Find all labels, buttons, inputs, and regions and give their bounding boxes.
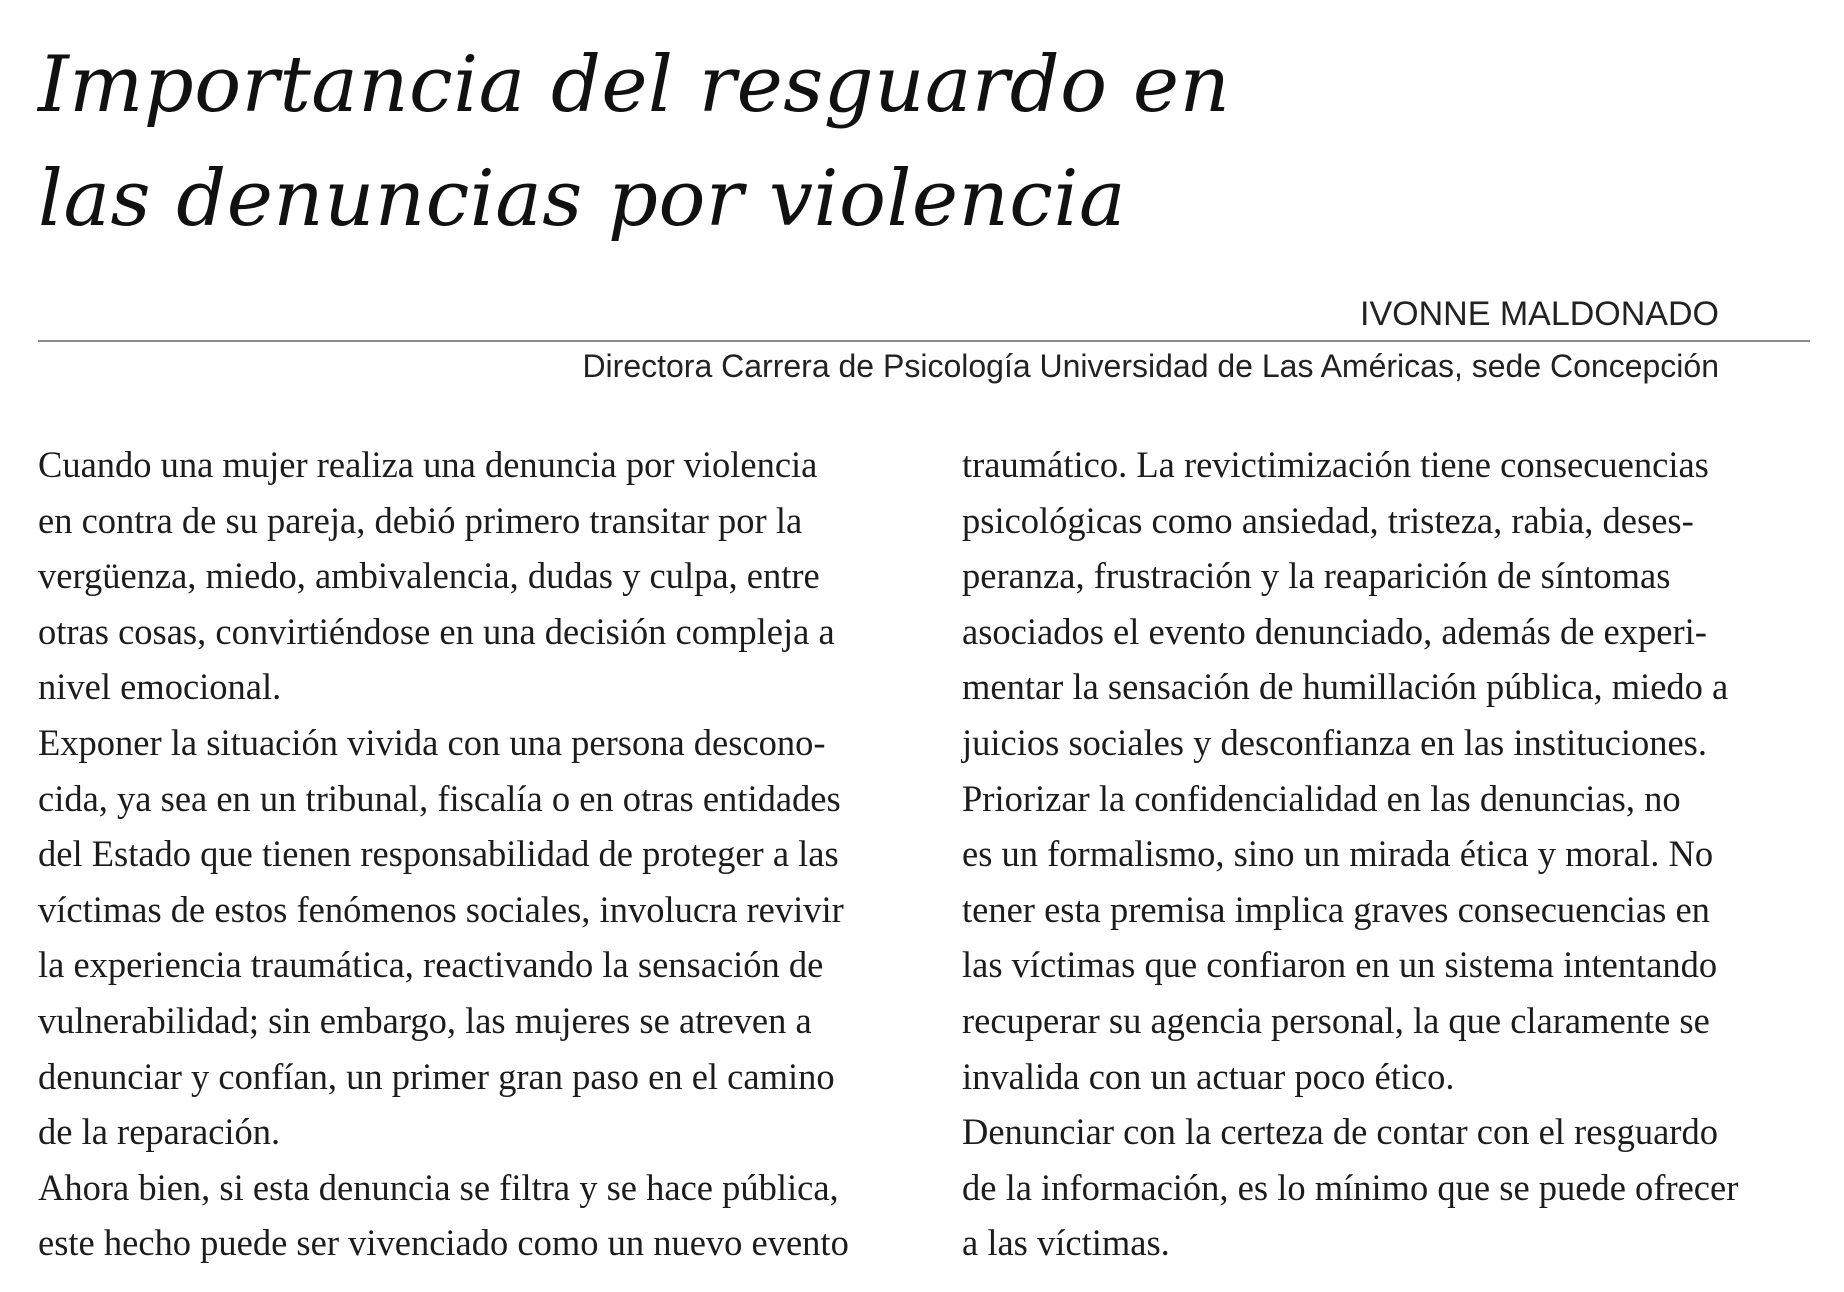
body-line: Ahora bien, si esta denuncia se filtra y se hace pública,	[38, 1166, 839, 1208]
body-line: psicológicas como ansiedad, tristeza, rabia, deses-	[962, 499, 1694, 541]
body-line: en contra de su pareja, debió primero transitar por la	[38, 499, 803, 541]
body-line: Exponer la situación vivida con una persona descono-	[38, 721, 826, 763]
body-line: denunciar y confían, un primer gran paso en el camino	[38, 1055, 835, 1097]
body-line: vergüenza, miedo, ambivalencia, dudas y culpa, entre	[38, 555, 820, 597]
body-line: Priorizar la confidencialidad en las denuncias, no	[962, 777, 1681, 819]
body-line: a las víctimas.	[962, 1222, 1170, 1264]
body-line: víctimas de estos fenómenos sociales, involucra revivir	[38, 888, 844, 930]
body-line: mentar la sensación de humillación pública, miedo a	[962, 666, 1729, 708]
body-line: traumático. La revictimización tiene consecuencias	[962, 444, 1709, 485]
body-column-left	[38, 437, 918, 1271]
body-line: este hecho puede ser vivenciado como un nuevo evento	[38, 1222, 849, 1264]
body-line: las víctimas que confiaron en un sistema intentando	[962, 944, 1718, 986]
title-line: las denuncias por violencia	[38, 154, 1126, 244]
body-line: cida, ya sea en un tribunal, fiscalía o en otras entidades	[38, 777, 841, 819]
body-line: tener esta premisa implica graves consecuencias en	[962, 888, 1710, 930]
body-line: del Estado que tienen responsabilidad de proteger a las	[38, 833, 839, 875]
author-affiliation: Directora Carrera de Psicología Universidad de Las Américas, sede Concepción	[582, 348, 1719, 384]
author-name: IVONNE MALDONADO	[1360, 295, 1719, 333]
body-line: la experiencia traumática, reactivando la sensación de	[38, 944, 824, 986]
body-line: de la reparación.	[38, 1111, 281, 1153]
body-line: invalida con un actuar poco ético.	[962, 1055, 1455, 1097]
body-line: juicios sociales y desconfianza en las instituciones.	[962, 721, 1708, 763]
body-column-right	[962, 437, 1812, 1271]
body-line: vulnerabilidad; sin embargo, las mujeres se atreven a	[38, 999, 812, 1041]
title-line: Importancia del resguardo en	[38, 40, 1231, 130]
body-line: Cuando una mujer realiza una denuncia por violencia	[38, 444, 818, 485]
body-line: es un formalismo, sino un mirada ética y moral. No	[962, 833, 1714, 875]
article-title	[38, 28, 1338, 256]
body-line: otras cosas, convirtiéndose en una decisión compleja a	[38, 610, 835, 652]
byline-divider	[38, 340, 1810, 342]
body-line: Denunciar con la certeza de contar con el resguardo	[962, 1111, 1718, 1153]
body-line: asociados el evento denunciado, además de experi-	[962, 610, 1707, 652]
body-line: peranza, frustración y la reaparición de síntomas	[962, 555, 1671, 597]
body-line: recuperar su agencia personal, la que claramente se	[962, 999, 1710, 1041]
body-line: de la información, es lo mínimo que se puede ofrecer	[962, 1166, 1739, 1208]
body-line: nivel emocional.	[38, 666, 282, 708]
